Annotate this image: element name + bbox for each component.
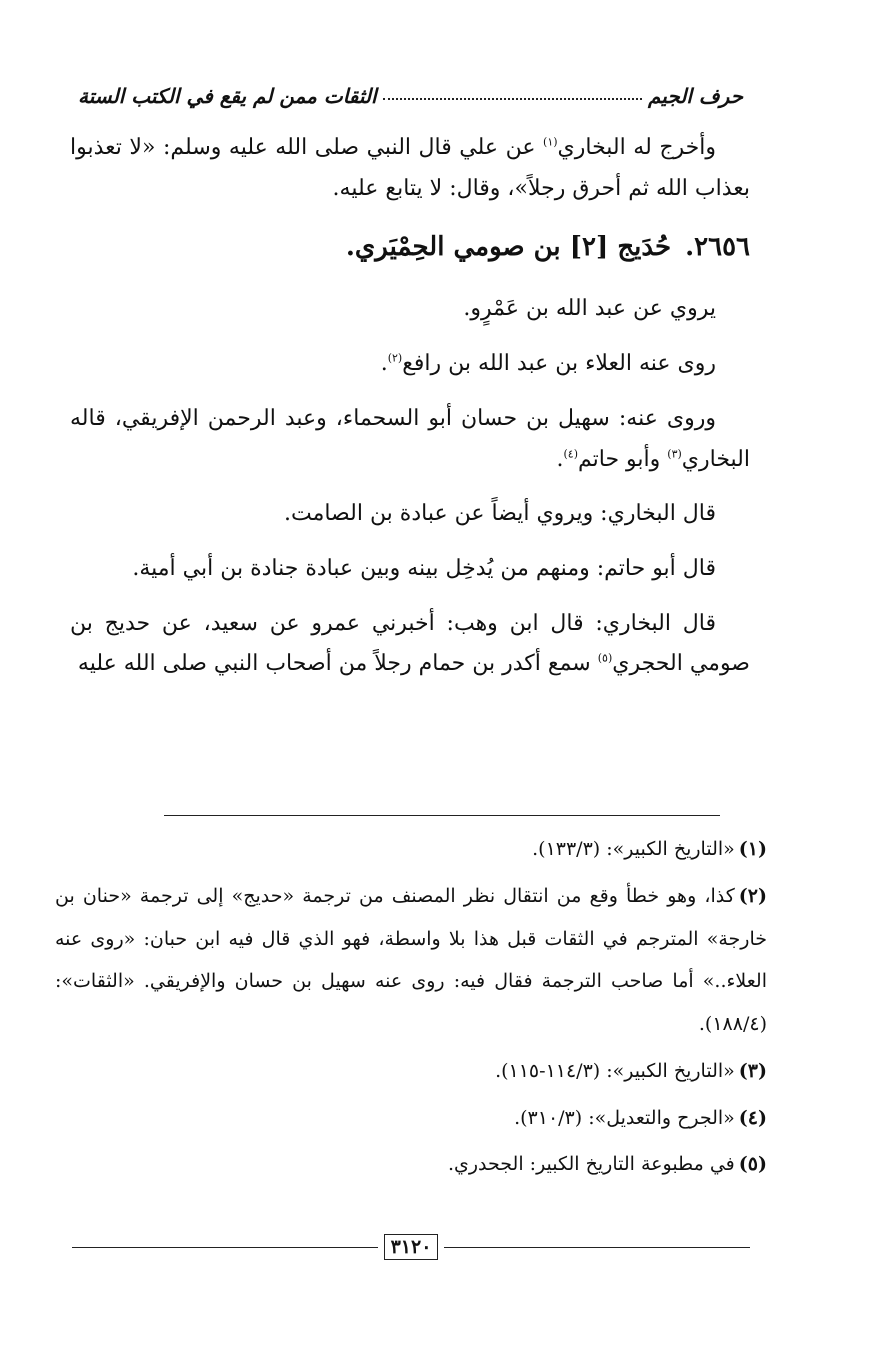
footnote-3: (٣)«التاريخ الكبير»: (١١٤/٣-١١٥). — [495, 1059, 767, 1082]
footer-rule-right — [444, 1247, 750, 1248]
footnote-2: (٢)كذا، وهو خطأ وقع من انتقال نظر المصنف من ترجمة «حديج» إلى ترجمة «حنان بن خارجة» المترجم في الثقات قبل هذا بلا واسطة، فهو الذي قال فيه ابن حبان: «روى عنه العلاء..» أما صاحب الترجمة فقال فيه: روى عنه سهيل بن حسان والإفريقي. «الثقات»: (١٨٨/٤). — [55, 884, 767, 1035]
footnote-4: (٤)«الجرح والتعديل»: (٣١٠/٣). — [514, 1106, 767, 1129]
header-chapter: حرف الجيم — [648, 84, 743, 108]
entry-number: ٢٦٥٦. — [685, 232, 750, 263]
footnote-separator — [164, 815, 720, 816]
paragraph-5: قال البخاري: ويروي أيضاً عن عبادة بن الصامت. — [283, 501, 716, 527]
paragraph-7: قال البخاري: قال ابن وهب: أخبرني عمرو عن سعيد، عن حديج بن صومي الحجري$^{(٥)}$ سمع أكدر بن حمام رجلاً من أصحاب النبي صلى الله عليه — [70, 610, 750, 677]
footer-rule-left — [72, 1247, 378, 1248]
running-header — [78, 72, 743, 108]
main-text — [70, 128, 750, 695]
header-book-title: الثقات ممن لم يقع في الكتب الستة — [78, 84, 377, 108]
page-number: ٣١٢٠ — [384, 1234, 439, 1260]
footnote-ref-2: (٢) — [387, 351, 403, 365]
paragraph-2: يروي عن عبد الله بن عَمْرٍو. — [463, 296, 716, 322]
paragraph-1: وأخرج له البخاري$^{(١)}$ عن علي قال النبي صلى الله عليه وسلم: «لا تعذبوا بعذاب الله ثم أحرق رجلاً»، وقال: لا يتابع عليه. — [70, 135, 750, 201]
footnote-5: (٥)في مطبوعة التاريخ الكبير: الجحدري. — [447, 1153, 767, 1176]
paragraph-6: قال أبو حاتم: ومنهم من يُدخِل بينه وبين عبادة جنادة بن أبي أمية. — [132, 555, 716, 581]
entry-name: حُدَيج [٢] بن صومي الحِمْيَري. — [345, 232, 672, 263]
page-footer — [72, 1232, 750, 1262]
entry-heading — [70, 223, 750, 271]
footnote-ref-1: (١) — [543, 135, 558, 149]
footnotes — [55, 828, 767, 1190]
footnote-ref-4: (٤) — [563, 447, 578, 461]
footnote-ref-5: (٥) — [597, 651, 613, 665]
header-dot-leader — [383, 98, 642, 100]
footnote-1: (١)«التاريخ الكبير»: (١٣٣/٣). — [532, 838, 767, 860]
footnote-ref-3: (٣) — [667, 447, 682, 461]
paragraph-4: وروى عنه: سهيل بن حسان أبو السحماء، وعبد الرحمن الإفريقي، قاله البخاري$^{(٣)}$ وأبو حاتم$^{(٤)}$. — [70, 405, 750, 472]
paragraph-3: روى عنه العلاء بن عبد الله بن رافع$^{(٢)}$. — [380, 351, 716, 377]
